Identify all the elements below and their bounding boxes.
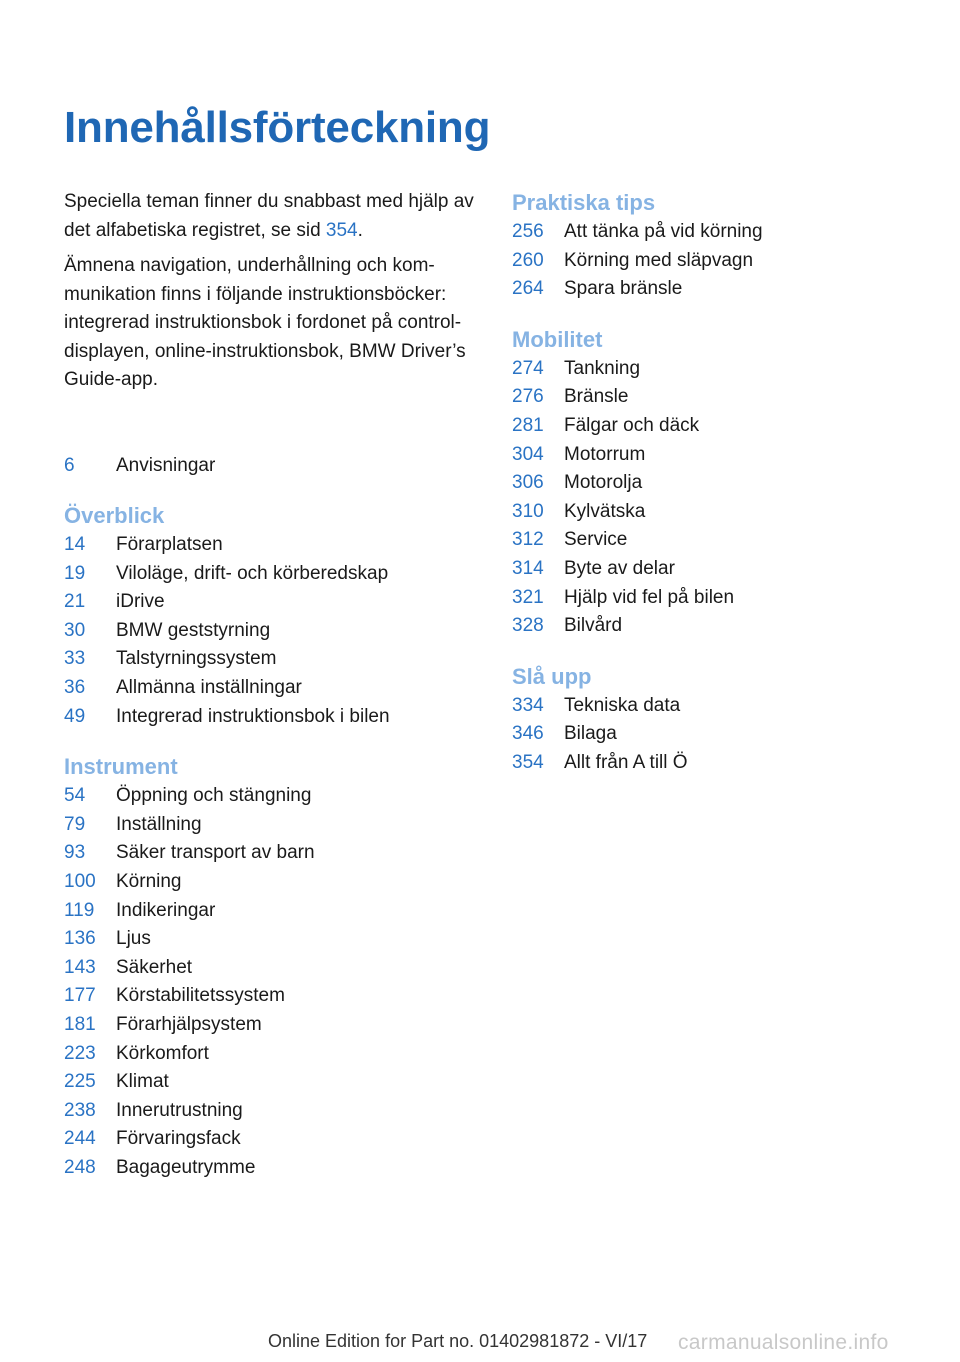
toc-entry-label: Motorolja — [564, 472, 643, 494]
toc-page-number[interactable]: 238 — [64, 1099, 96, 1121]
toc-entry-label: Tekniska data — [564, 694, 681, 716]
toc-entry-label: Säker transport av barn — [116, 842, 315, 864]
toc-page-number[interactable]: 177 — [64, 985, 96, 1007]
toc-entry-label: Bilaga — [564, 723, 617, 745]
toc-entry-label: Körning — [116, 871, 182, 893]
toc-entry-list — [512, 355, 912, 641]
toc-entry[interactable] — [64, 868, 474, 897]
toc-entry[interactable] — [64, 925, 474, 954]
toc-entry-label: Förarhjälpsystem — [116, 1014, 262, 1035]
toc-page-number[interactable]: 33 — [64, 648, 86, 670]
toc-entry[interactable] — [64, 897, 474, 926]
toc-page-number[interactable]: 276 — [512, 386, 544, 408]
toc-section — [64, 501, 474, 731]
toc-entry-list — [64, 531, 474, 731]
toc-entry[interactable] — [64, 674, 474, 703]
toc-entry-label: Körning med släpvagn — [564, 249, 754, 271]
toc-page-number[interactable]: 334 — [512, 694, 544, 716]
toc-entry[interactable] — [512, 498, 912, 527]
toc-left — [64, 452, 474, 1183]
left-column — [64, 188, 474, 1183]
toc-page-number[interactable]: 181 — [64, 1014, 96, 1035]
toc-page-number[interactable]: 321 — [512, 586, 544, 608]
watermark: carmanualsonline.info — [678, 1331, 889, 1354]
toc-page-number[interactable]: 14 — [64, 534, 86, 556]
toc-entry[interactable] — [64, 954, 474, 983]
toc-entry-label: Spara bränsle — [564, 278, 683, 300]
section-heading: Instrument — [64, 754, 178, 780]
toc-entry-label: Byte av delar — [564, 557, 675, 579]
section-heading: Mobilitet — [512, 326, 603, 352]
toc-page-number[interactable]: 19 — [64, 562, 86, 584]
toc-page-number[interactable]: 36 — [64, 677, 86, 699]
toc-entry[interactable] — [64, 982, 474, 1011]
toc-entry[interactable] — [64, 811, 474, 840]
toc-entry-label: Körstabilitetssystem — [116, 985, 285, 1007]
toc-entry[interactable] — [512, 692, 912, 721]
intro-paragraph-2: Ämnena navigation, underhållning och kommunikation finns i följande instruktionsböcker: integrerad instruktionsbok i fordonet på control-displayen, online-instruktionsbok, BMW Driver’s Guide-app. — [64, 255, 466, 390]
toc-entry-label: Körkomfort — [116, 1042, 209, 1064]
section-heading: Slå upp — [512, 663, 592, 689]
toc-entry-label: Kylvätska — [564, 500, 646, 522]
toc-entry[interactable] — [512, 555, 912, 584]
toc-entry-label: Bränsle — [564, 386, 629, 408]
toc-page-number[interactable]: 223 — [64, 1042, 96, 1064]
toc-page-number[interactable]: 281 — [512, 414, 544, 436]
toc-entry-label: Bilvård — [564, 615, 623, 637]
toc-entry[interactable] — [512, 612, 912, 641]
toc-entry-label: Fälgar och däck — [564, 414, 700, 436]
intro-paragraph-1-end: . — [357, 219, 363, 241]
toc-entry[interactable] — [512, 412, 912, 441]
toc-entry[interactable] — [64, 531, 474, 560]
toc-page-number[interactable]: 310 — [512, 500, 544, 522]
toc-entry-label: Anvisningar — [116, 454, 216, 476]
toc-section — [512, 325, 912, 641]
toc-entry[interactable] — [64, 1068, 474, 1097]
section-heading: Praktiska tips — [512, 190, 656, 215]
toc-entry[interactable] — [512, 749, 912, 778]
toc-page-number[interactable]: 143 — [64, 956, 96, 978]
toc-page-number[interactable]: 256 — [512, 221, 544, 242]
toc-page-number[interactable]: 54 — [64, 785, 86, 807]
toc-page-number[interactable]: 119 — [64, 899, 95, 921]
toc-page-number[interactable]: 354 — [512, 751, 544, 773]
toc-entry[interactable] — [512, 469, 912, 498]
toc-entry-label: Att tänka på vid körning — [564, 221, 763, 242]
toc-entry[interactable] — [64, 703, 474, 732]
toc-page-number[interactable]: 136 — [64, 928, 96, 950]
toc-entry[interactable] — [512, 441, 912, 470]
toc-entry[interactable] — [512, 355, 912, 384]
toc-section — [64, 752, 474, 1182]
toc-entry[interactable] — [64, 1154, 474, 1183]
toc-page-number[interactable]: 260 — [512, 249, 544, 271]
toc-entry-label: Ljus — [116, 928, 151, 950]
toc-page-number[interactable]: 274 — [512, 357, 544, 379]
toc-page-number[interactable]: 346 — [512, 723, 544, 745]
toc-page-number[interactable]: 30 — [64, 619, 86, 641]
toc-entry-label: Klimat — [116, 1071, 169, 1093]
toc-page-number[interactable]: 248 — [64, 1156, 96, 1178]
toc-entry-label: Talstyrningssystem — [116, 648, 277, 670]
toc-entry[interactable] — [64, 588, 474, 617]
toc-page-number[interactable]: 79 — [64, 813, 86, 835]
toc-entry[interactable] — [512, 720, 912, 749]
toc-entry-label: Motorrum — [564, 443, 646, 465]
toc-page-number[interactable]: 6 — [64, 454, 75, 476]
toc-entry[interactable] — [512, 383, 912, 412]
toc-page-number[interactable]: 304 — [512, 443, 544, 465]
toc-entry[interactable] — [64, 1040, 474, 1069]
toc-entry-label: Förvaringsfack — [116, 1128, 241, 1150]
index-page-link[interactable]: 354 — [325, 219, 358, 241]
toc-entry-label: Hjälp vid fel på bilen — [564, 586, 735, 608]
toc-entry[interactable] — [512, 218, 912, 247]
toc-entry-list — [512, 692, 912, 778]
toc-entry-label: Bagageutrymme — [116, 1156, 256, 1178]
toc-entry-label: Innerutrustning — [116, 1099, 243, 1121]
toc-page-number[interactable]: 100 — [64, 871, 96, 893]
toc-page-number[interactable]: 244 — [64, 1128, 96, 1150]
toc-entry-list — [64, 452, 474, 481]
toc-entry-label: Service — [564, 529, 628, 551]
toc-entry-label: Öppning och stängning — [116, 785, 312, 807]
toc-entry-label: Inställning — [116, 813, 202, 835]
toc-entry-label: Tankning — [564, 357, 641, 379]
toc-entry[interactable] — [64, 452, 474, 481]
toc-right — [512, 188, 912, 778]
toc-page-number[interactable]: 225 — [64, 1071, 96, 1093]
toc-entry[interactable] — [64, 1125, 474, 1154]
toc-page-number[interactable]: 21 — [64, 591, 86, 613]
toc-entry-label: BMW geststyrning — [116, 619, 271, 641]
toc-page-number[interactable]: 264 — [512, 278, 544, 300]
toc-entry-list — [512, 218, 912, 304]
toc-entry[interactable] — [64, 560, 474, 589]
toc-entry-label: Viloläge, drift- och körberedskap — [116, 562, 389, 584]
toc-section — [512, 662, 912, 778]
toc-page-number[interactable]: 49 — [64, 705, 86, 727]
toc-page-number[interactable]: 314 — [512, 557, 544, 579]
toc-entry[interactable] — [512, 526, 912, 555]
toc-entry-label: Integrerad instruktionsbok i bilen — [116, 705, 390, 727]
toc-page-number[interactable]: 328 — [512, 615, 544, 637]
toc-page-number[interactable]: 93 — [64, 842, 86, 864]
toc-entry-label: Indikeringar — [116, 899, 216, 921]
footer-edition: Online Edition for Part no. 01402981872 - VI/17 — [268, 1331, 648, 1351]
toc-entry[interactable] — [512, 247, 912, 276]
toc-section — [512, 188, 912, 304]
toc-entry-label: Förarplatsen — [116, 534, 223, 556]
toc-entry[interactable] — [64, 617, 474, 646]
toc-entry[interactable] — [512, 275, 912, 304]
toc-entry-label: Allt från A till Ö — [564, 751, 688, 773]
toc-section — [64, 452, 474, 481]
toc-entry-label: iDrive — [116, 591, 165, 613]
toc-entry[interactable] — [64, 645, 474, 674]
page-title: Innehållsförteckning — [64, 103, 491, 152]
toc-entry-list — [64, 782, 474, 1182]
intro-paragraph-1-text: Speciella teman finner du snabbast med hjälp av det alfabetiska registret, se sid — [64, 191, 474, 241]
toc-entry[interactable] — [64, 1097, 474, 1126]
toc-entry-label: Allmänna inställningar — [116, 677, 302, 699]
toc-entry[interactable] — [64, 782, 474, 811]
toc-entry[interactable] — [64, 839, 474, 868]
toc-page-number[interactable]: 312 — [512, 529, 544, 551]
toc-entry[interactable] — [512, 584, 912, 613]
intro-text — [64, 188, 474, 395]
intro-paragraph-1 — [64, 188, 474, 245]
toc-entry-label: Säkerhet — [116, 956, 193, 978]
toc-page-number[interactable]: 306 — [512, 472, 544, 494]
toc-entry[interactable] — [64, 1011, 474, 1040]
section-heading: Överblick — [64, 503, 165, 529]
